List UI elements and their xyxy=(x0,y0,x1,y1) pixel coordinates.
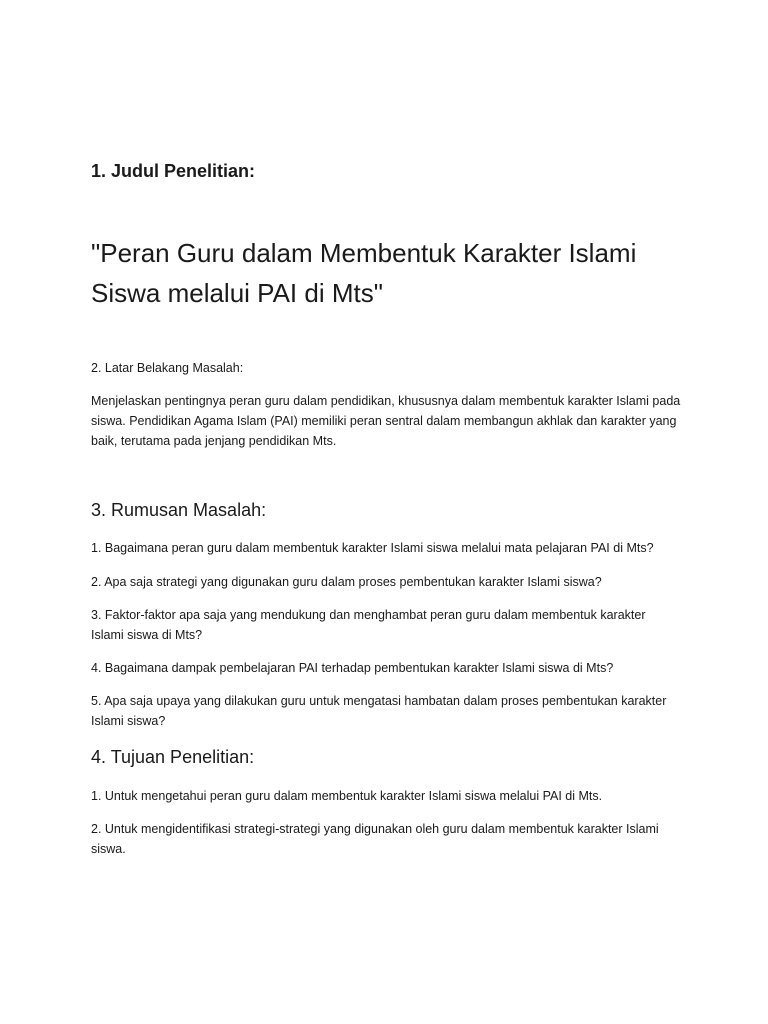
tujuan-item-1: 1. Untuk mengetahui peran guru dalam membentuk karakter Islami siswa melalui PAI di Mts. xyxy=(91,789,603,803)
judul-heading: 1. Judul Penelitian: xyxy=(91,161,256,181)
rumusan-item-5: 5. Apa saja upaya yang dilakukan guru untuk mengatasi hambatan dalam proses pembentukan karakter Islami siswa? xyxy=(91,694,667,728)
rumusan-item-1: 1. Bagaimana peran guru dalam membentuk karakter Islami siswa melalui mata pelajaran PAI di Mts? xyxy=(91,541,654,555)
rumusan-item-2: 2. Apa saja strategi yang digunakan guru dalam proses pembentukan karakter Islami siswa? xyxy=(91,575,602,589)
latar-paragraph: Menjelaskan pentingnya peran guru dalam pendidikan, khususnya dalam membentuk karakter Islami pada siswa. Pendidikan Agama Islam (PAI) memiliki peran sentral dalam membangun akhlak dan karakter yang baik, terutama pada jenjang pendidikan Mts. xyxy=(91,394,681,448)
research-title: "Peran Guru dalam Membentuk Karakter Islami Siswa melalui PAI di Mts" xyxy=(91,238,637,308)
latar-heading: 2. Latar Belakang Masalah: xyxy=(91,361,244,375)
rumusan-item-3: 3. Faktor-faktor apa saja yang mendukung dan menghambat peran guru dalam membentuk karakter Islami siswa di Mts? xyxy=(91,608,646,642)
rumusan-heading: 3. Rumusan Masalah: xyxy=(91,500,267,520)
tujuan-heading: 4. Tujuan Penelitian: xyxy=(91,747,255,767)
rumusan-item-4: 4. Bagaimana dampak pembelajaran PAI terhadap pembentukan karakter Islami siswa di Mts? xyxy=(91,661,614,675)
tujuan-item-2: 2. Untuk mengidentifikasi strategi-strategi yang digunakan oleh guru dalam membentuk karakter Islami siswa. xyxy=(91,822,659,856)
